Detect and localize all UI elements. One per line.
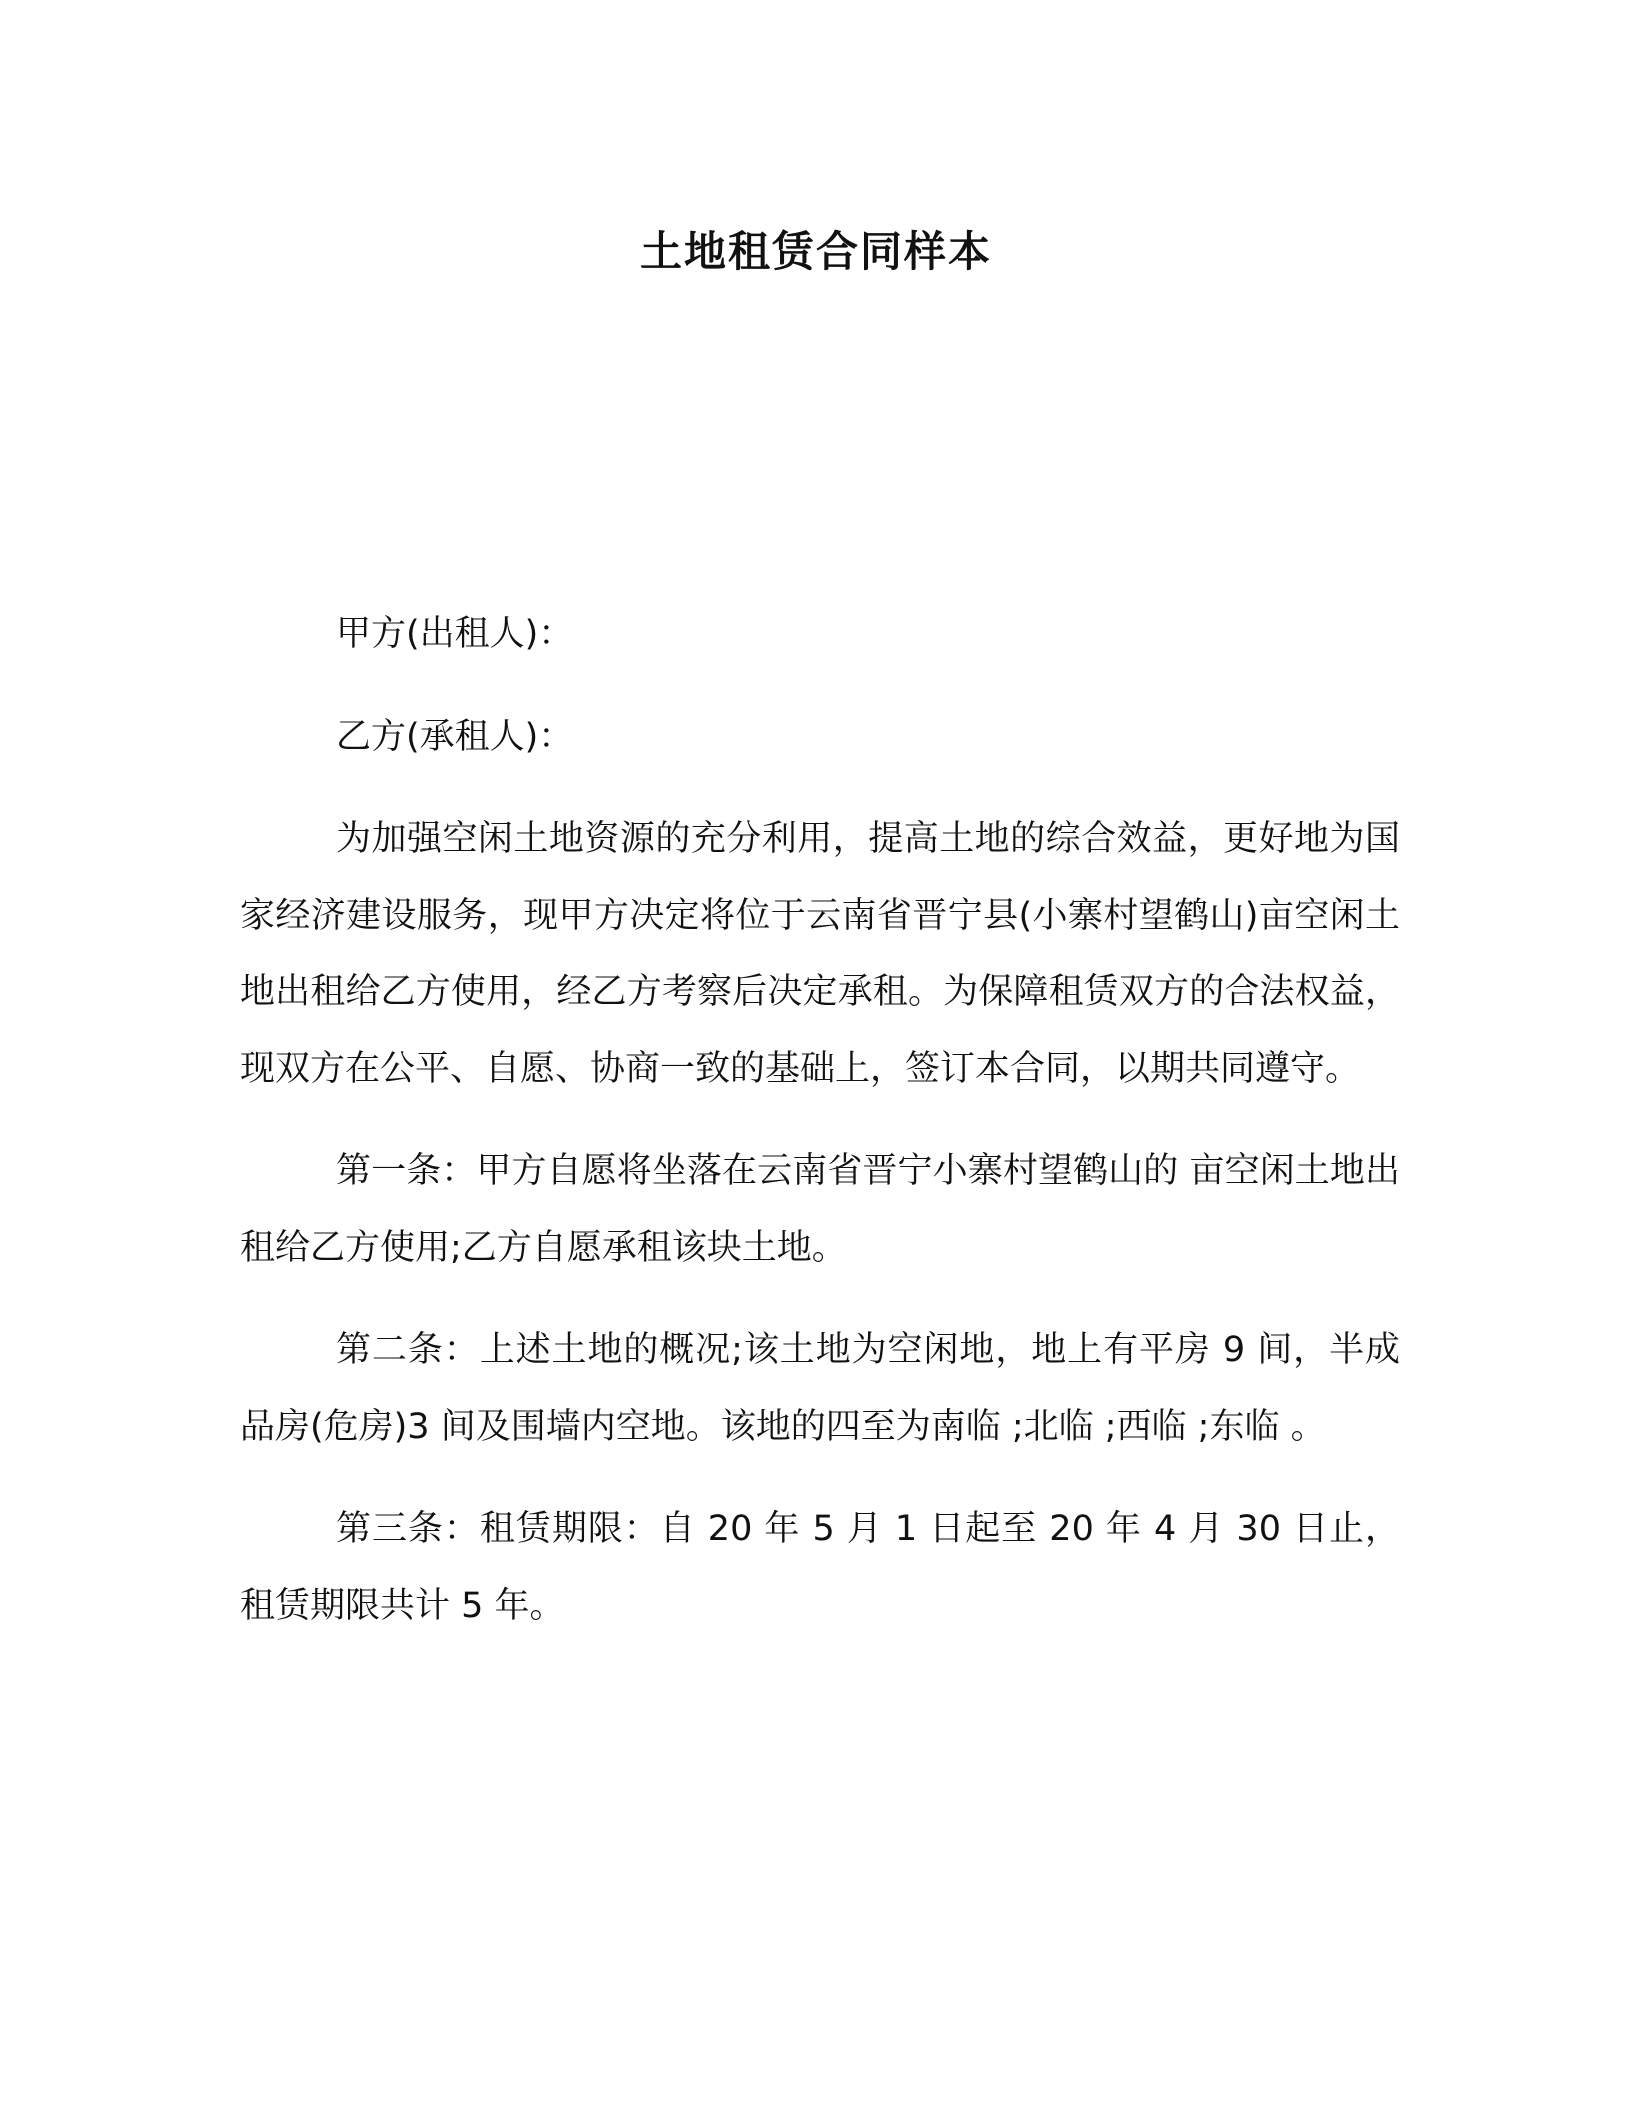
article-1-paragraph: 第一条：甲方自愿将坐落在云南省晋宁小寨村望鹤山的 亩空闲土地出租给乙方使用;乙方自愿承租该块土地。 — [240, 1151, 1400, 1268]
article-3-paragraph: 第三条：租赁期限：自 20 年 5 月 1 日起至 20 年 4 月 30 日止，租赁期限共计 5 年。 — [240, 1509, 1400, 1626]
party-b-line: 乙方(承租人)： — [336, 716, 574, 757]
party-a-line: 甲方(出租人)： — [336, 614, 574, 654]
article-2-paragraph: 第二条：上述土地的概况;该土地为空闲地，地上有平房 9 间，半成品房(危房)3 间及围墙内空地。该地的四至为南临 ;北临 ;西临 ;东临 。 — [240, 1330, 1400, 1447]
document-body — [240, 596, 1400, 1670]
document-title: 土地租赁合同样本 — [639, 227, 992, 276]
preamble-paragraph: 为加强空闲土地资源的充分利用，提高土地的综合效益，更好地为国家经济建设服务，现甲方决定将位于云南省晋宁县(小寨村望鹤山)亩空闲土地出租给乙方使用，经乙方考察后决定承租。为保障租赁双方的合法权益，现双方在公平、自愿、协商一致的基础上，签订本合同，以期共同遵守。 — [240, 819, 1400, 1089]
